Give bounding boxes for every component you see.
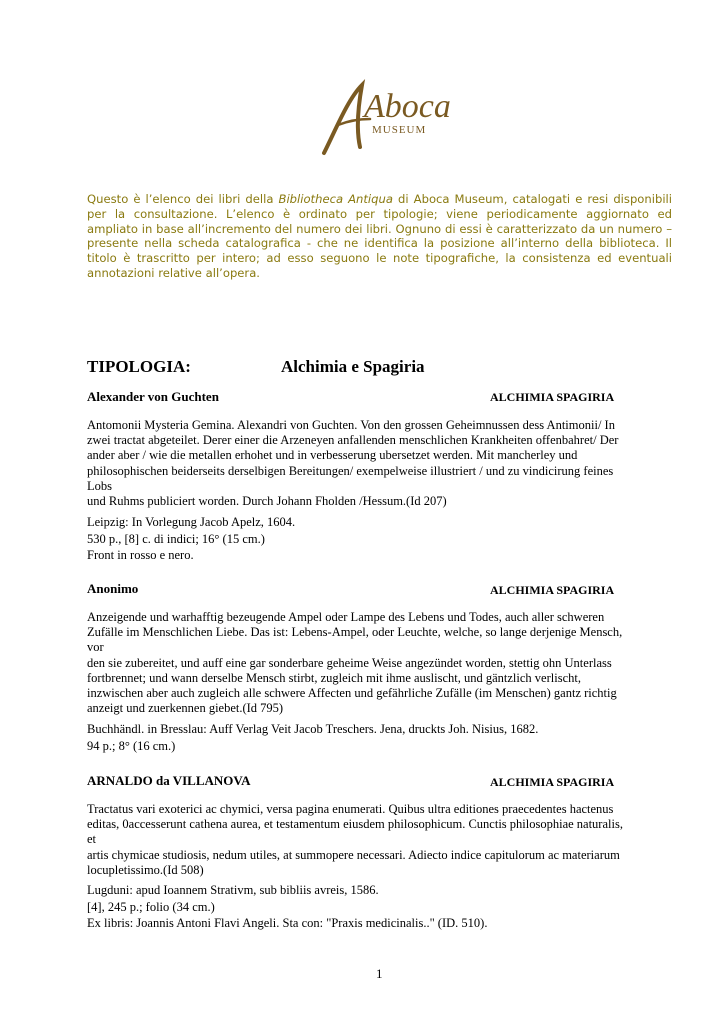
entry-title-text: [87, 802, 672, 878]
entry-imprint: Buchhändl. in Bresslau: Auff Verlag Veit Jacob Treschers. Jena, druckts Joh. Nisius, 1682.: [87, 722, 539, 736]
entry-publication-notes: [87, 721, 672, 754]
entry-title-text: [87, 418, 672, 509]
entry-title-text: [87, 610, 672, 716]
entry-author: ARNALDO da VILLANOVA: [87, 773, 251, 788]
entry-extent: 530 p., [8] c. di indici; 16° (15 cm.): [87, 531, 265, 546]
entry-title-line: Anzeigende und warhafftig bezeugende Ampel oder Lampe des Lebens und Todes, auch aller schweren: [87, 610, 605, 624]
entry-title-line: ander aber / wie die metallen erhohet und in verbesserung ubersetzet werden. Mit mancherley und: [87, 448, 578, 463]
entry-imprint: Leipzig: In Vorlegung Jacob Apelz, 1604.: [87, 515, 296, 529]
tipologia-value: Alchimia e Spagiria: [281, 357, 425, 376]
entry-title-line: Antomonii Mysteria Gemina. Alexandri von Guchten. Von den grossen Geheimnussen dess Antimonii/ In: [87, 418, 615, 432]
entry-title-line: locupletissimo.(Id 508): [87, 862, 204, 877]
entry-title-line: philosophischen beiderseits derselbigen Bereitungen/ exempelweise illustriert / und zu vindicirung feines: [87, 463, 614, 478]
entry-category-tag: ALCHIMIA SPAGIRIA: [490, 390, 615, 404]
entry-title-line: Tractatus vari exoterici ac chymici, versa pagina enumerati. Quibus ultra editiones praecedentes hactenus: [87, 802, 614, 816]
tipologia-label: TIPOLOGIA:: [87, 357, 191, 376]
entry-publication-notes: [87, 882, 672, 932]
entry-imprint: Lugduni: apud Ioannem Strativm, sub bibliis avreis, 1586.: [87, 883, 379, 897]
entry-title-line: den sie zubereitet, und auff eine gar sonderbare geheime Weise angezündet worden, stettig ohn Unterlass: [87, 655, 612, 670]
entry-title-line: Zufälle im Menschlichen Liebe. Das ist: Lebens-Ampel, oder Leuchte, welche, so lange derjenige Mensch,: [87, 625, 623, 640]
entry-title-line: et: [87, 832, 97, 847]
intro-text-1: Questo è l’elenco dei libri della: [87, 192, 279, 206]
intro-italic-title: Bibliotheca Antiqua: [278, 192, 393, 206]
entry-note: Front in rosso e nero.: [87, 548, 194, 562]
entry-category-tag: ALCHIMIA SPAGIRIA: [490, 583, 615, 597]
entry-extent: [4], 245 p.; folio (34 cm.): [87, 899, 215, 914]
entry-title-line: artis chymicae studiosis, nedum utiles, at summopere necessari. Adiecto indice capitulorum ac materiarum: [87, 847, 620, 862]
entry-title-line: und Ruhms publiciert worden. Durch Johann Fholden /Hessum.(Id 207): [87, 494, 447, 509]
logo-main-text: Aboca: [364, 88, 451, 125]
entry-extent: 94 p.; 8° (16 cm.): [87, 738, 176, 753]
aboca-museum-logo: [318, 77, 451, 157]
entry-title-line: anzeigt und zuerkennen giebet.(Id 795): [87, 701, 284, 716]
entry-title-line: vor: [87, 640, 104, 655]
entry-publication-notes: [87, 514, 672, 564]
entry-title-line: zwei tractat abgeteilet. Derer einer die Arzeneyen anfallenden menschlichen Krankheiten offenbahret/ Der: [87, 433, 619, 448]
entry-title-line: inzwischen aber auch zugleich alle schwere Affecten und gefährliche Zufälle (im Menschen) gantz richtig: [87, 686, 617, 701]
page-number: 1: [376, 966, 383, 981]
entry-title-line: editas, 0accesserunt cathena aurea, et testamentum eiusdem philosophicum. Cunctis philosophiae naturalis,: [87, 817, 623, 832]
entry-note: Ex libris: Joannis Antoni Flavi Angeli. Sta con: "Praxis medicinalis.." (ID. 510).: [87, 916, 488, 930]
entry-author: Anonimo: [87, 581, 139, 596]
entry-title-line: fortbrennet; und wann derselbe Mensch stirbt, zugleich mit ihme auslischt, und gäntzlich verlischt,: [87, 670, 581, 685]
intro-paragraph: [87, 192, 672, 281]
entry-author: Alexander von Guchten: [87, 389, 219, 404]
entry-category-tag: ALCHIMIA SPAGIRIA: [490, 775, 615, 789]
logo-sub-text: MUSEUM: [372, 124, 427, 136]
intro-text-2: di Aboca Museum, catalogati e resi disponibili per la consultazione. L’elenco è ordinato per tipologie; viene periodicamente aggiornato ed ampliato in base all’incremento del numero dei libri. Ognuno di essi è caratterizzato da un numero – presente nella scheda catalografica - che ne identifica la posizione all’interno della biblioteca. Il titolo è trascritto per intero; ad esso seguono le note tipografiche, la consistenza ed eventuali annotazioni relative all’opera.: [87, 192, 672, 280]
entry-title-line: Lobs: [87, 478, 112, 493]
